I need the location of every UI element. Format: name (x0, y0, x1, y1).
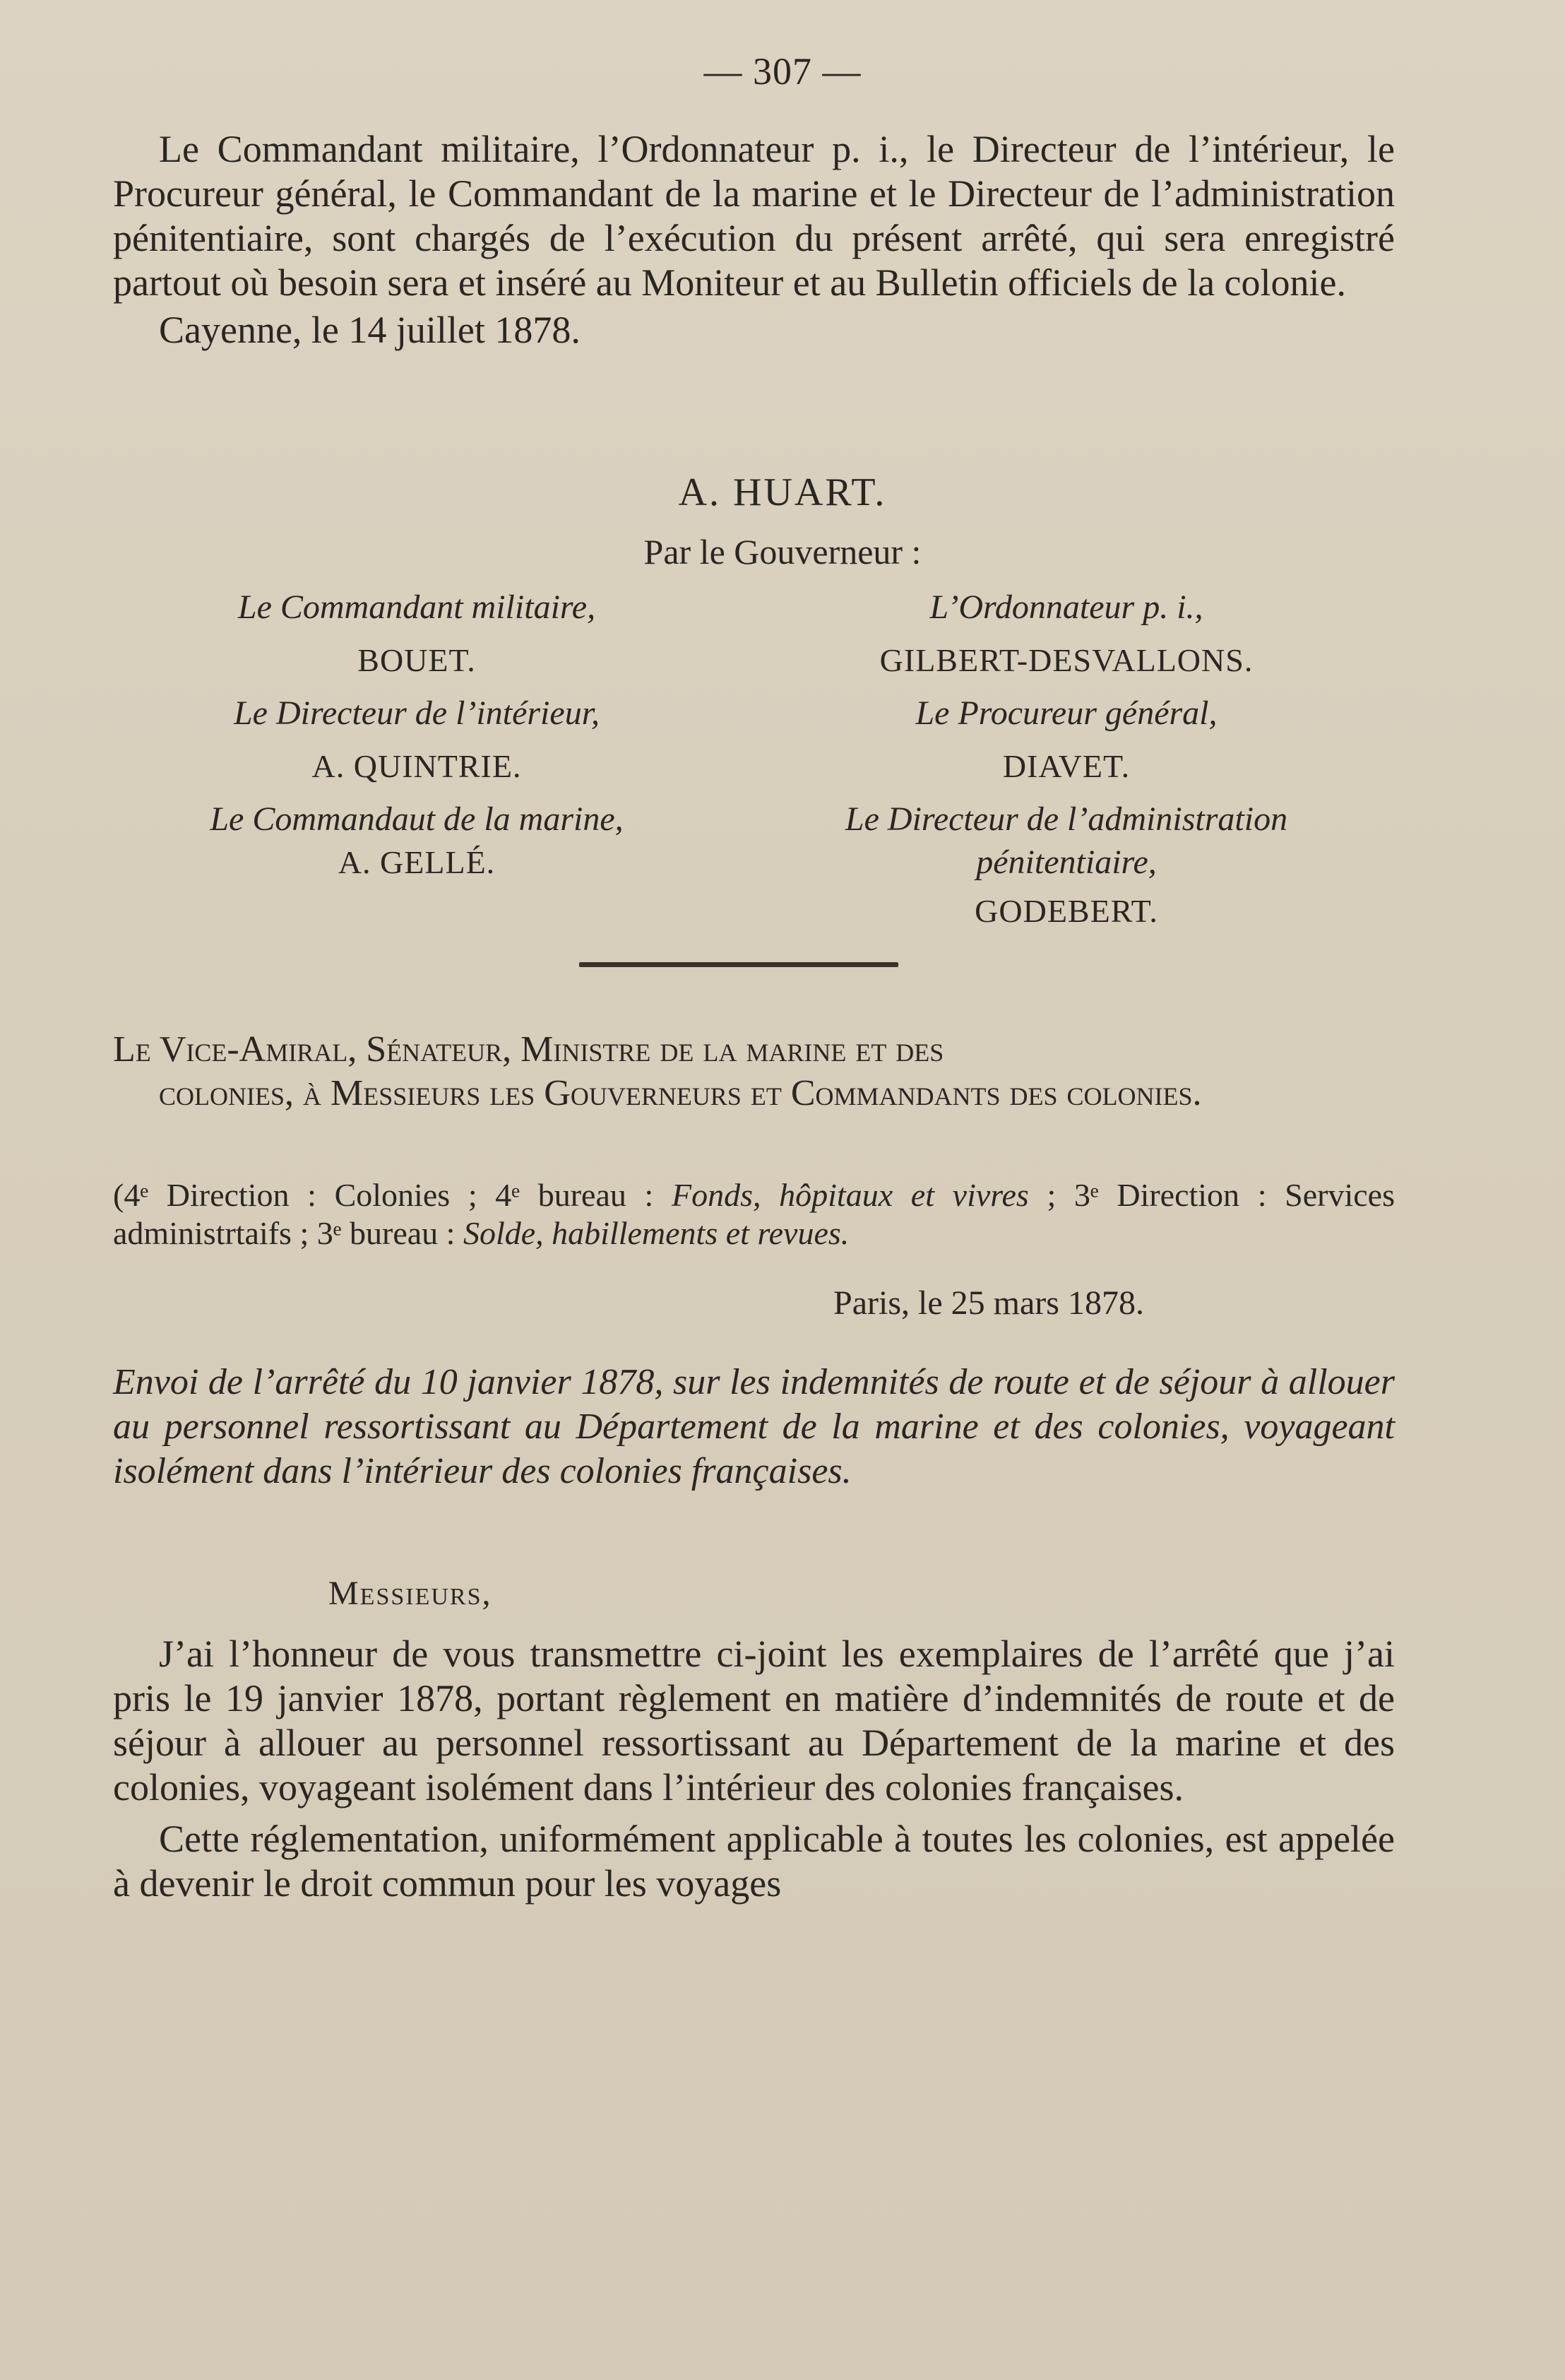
signatory-name: GODEBERT. (975, 893, 1158, 929)
intro-block (113, 127, 1395, 353)
letter-heading-line1: Le Vice-Amiral, Sénateur, Ministre de la marine et des (113, 1029, 944, 1070)
signatory-title: Le Procureur général, (915, 694, 1218, 732)
signatory-name: DIAVET. (1002, 748, 1131, 784)
signatories-right (749, 581, 1384, 937)
direction-part2-italic: Solde, habillements et revues. (463, 1215, 850, 1251)
signatory-name: BOUET. (357, 642, 476, 678)
signatory-title: Le Directeur de l’administration (845, 800, 1288, 838)
direction-part1: (4ᵉ Direction : Colonies ; 4ᵉ bureau : (113, 1177, 672, 1213)
intro-paragraph: Le Commandant militaire, l’Ordonnateur p. i., le Directeur de l’intérieur, le Procureur général, le Commandant de la marine et le Directeur de l’administration pénitentiaire, sont chargés de l’exécution du présent arrêté, qui sera enregistré partout où besoin sera et inséré au Moniteur et au Bulletin officiels de la colonie. (113, 128, 1395, 304)
par-le-gouverneur: Par le Gouverneur : (643, 532, 922, 572)
letter-heading-line2: colonies, à Messieurs les Gouverneurs et Commandants des colonies. (159, 1073, 1202, 1113)
signatory-title: Le Commandant militaire, (237, 588, 596, 626)
signatory-title: Le Directeur de l’intérieur, (233, 694, 600, 732)
letter-date: Paris, le 25 mars 1878. (833, 1284, 1144, 1322)
place-date: Cayenne, le 14 juillet 1878. (159, 309, 581, 351)
letter-heading (113, 1028, 1395, 1115)
salutation: Messieurs, (328, 1575, 492, 1612)
letter-subject: Envoi de l’arrêté du 10 janvier 1878, sur les indemnités de route et de séjour à allouer au personnel ressortissant au Département de la marine et des colonies, voyageant isolément dans l’intérieur des colonies françaises. (113, 1362, 1395, 1491)
signatories-left (141, 581, 692, 889)
body-paragraph: Cette réglementation, uniformément applicable à toutes les colonies, est appelée à devenir le droit commun pour les voyages (113, 1818, 1395, 1905)
section-divider (579, 962, 898, 967)
signatory-name: GILBERT-DESVALLONS. (879, 642, 1254, 678)
page-number: — 307 — (703, 50, 862, 93)
signatory-title: Le Commandaut de la marine, (210, 800, 624, 838)
direction-part2: ; 3ᵉ Direction : Services administrtaifs ; 3ᵉ bureau : (113, 1177, 1395, 1251)
signatory-title-continued: pénitentiaire, (976, 843, 1157, 881)
letter-body (113, 1632, 1395, 1906)
body-paragraph: J’ai l’honneur de vous transmettre ci-joint les exemplaires de l’arrêté que j’ai pris le 19 janvier 1878, portant règlement en matière d’indemnités de route et de séjour à allouer au personnel ressortissant au Département de la marine et des colonies, voyageant isolément dans l’intérieur des colonies françaises. (113, 1633, 1395, 1808)
governor-name: A. HUART. (678, 470, 887, 514)
signatory-name: A. QUINTRIE. (311, 748, 522, 784)
signatory-name: A. GELLÉ. (338, 844, 496, 880)
direction-note (113, 1176, 1395, 1253)
direction-part1-italic: Fonds, hôpitaux et vivres (671, 1177, 1029, 1213)
signatory-title: L’Ordonnateur p. i., (929, 588, 1203, 626)
